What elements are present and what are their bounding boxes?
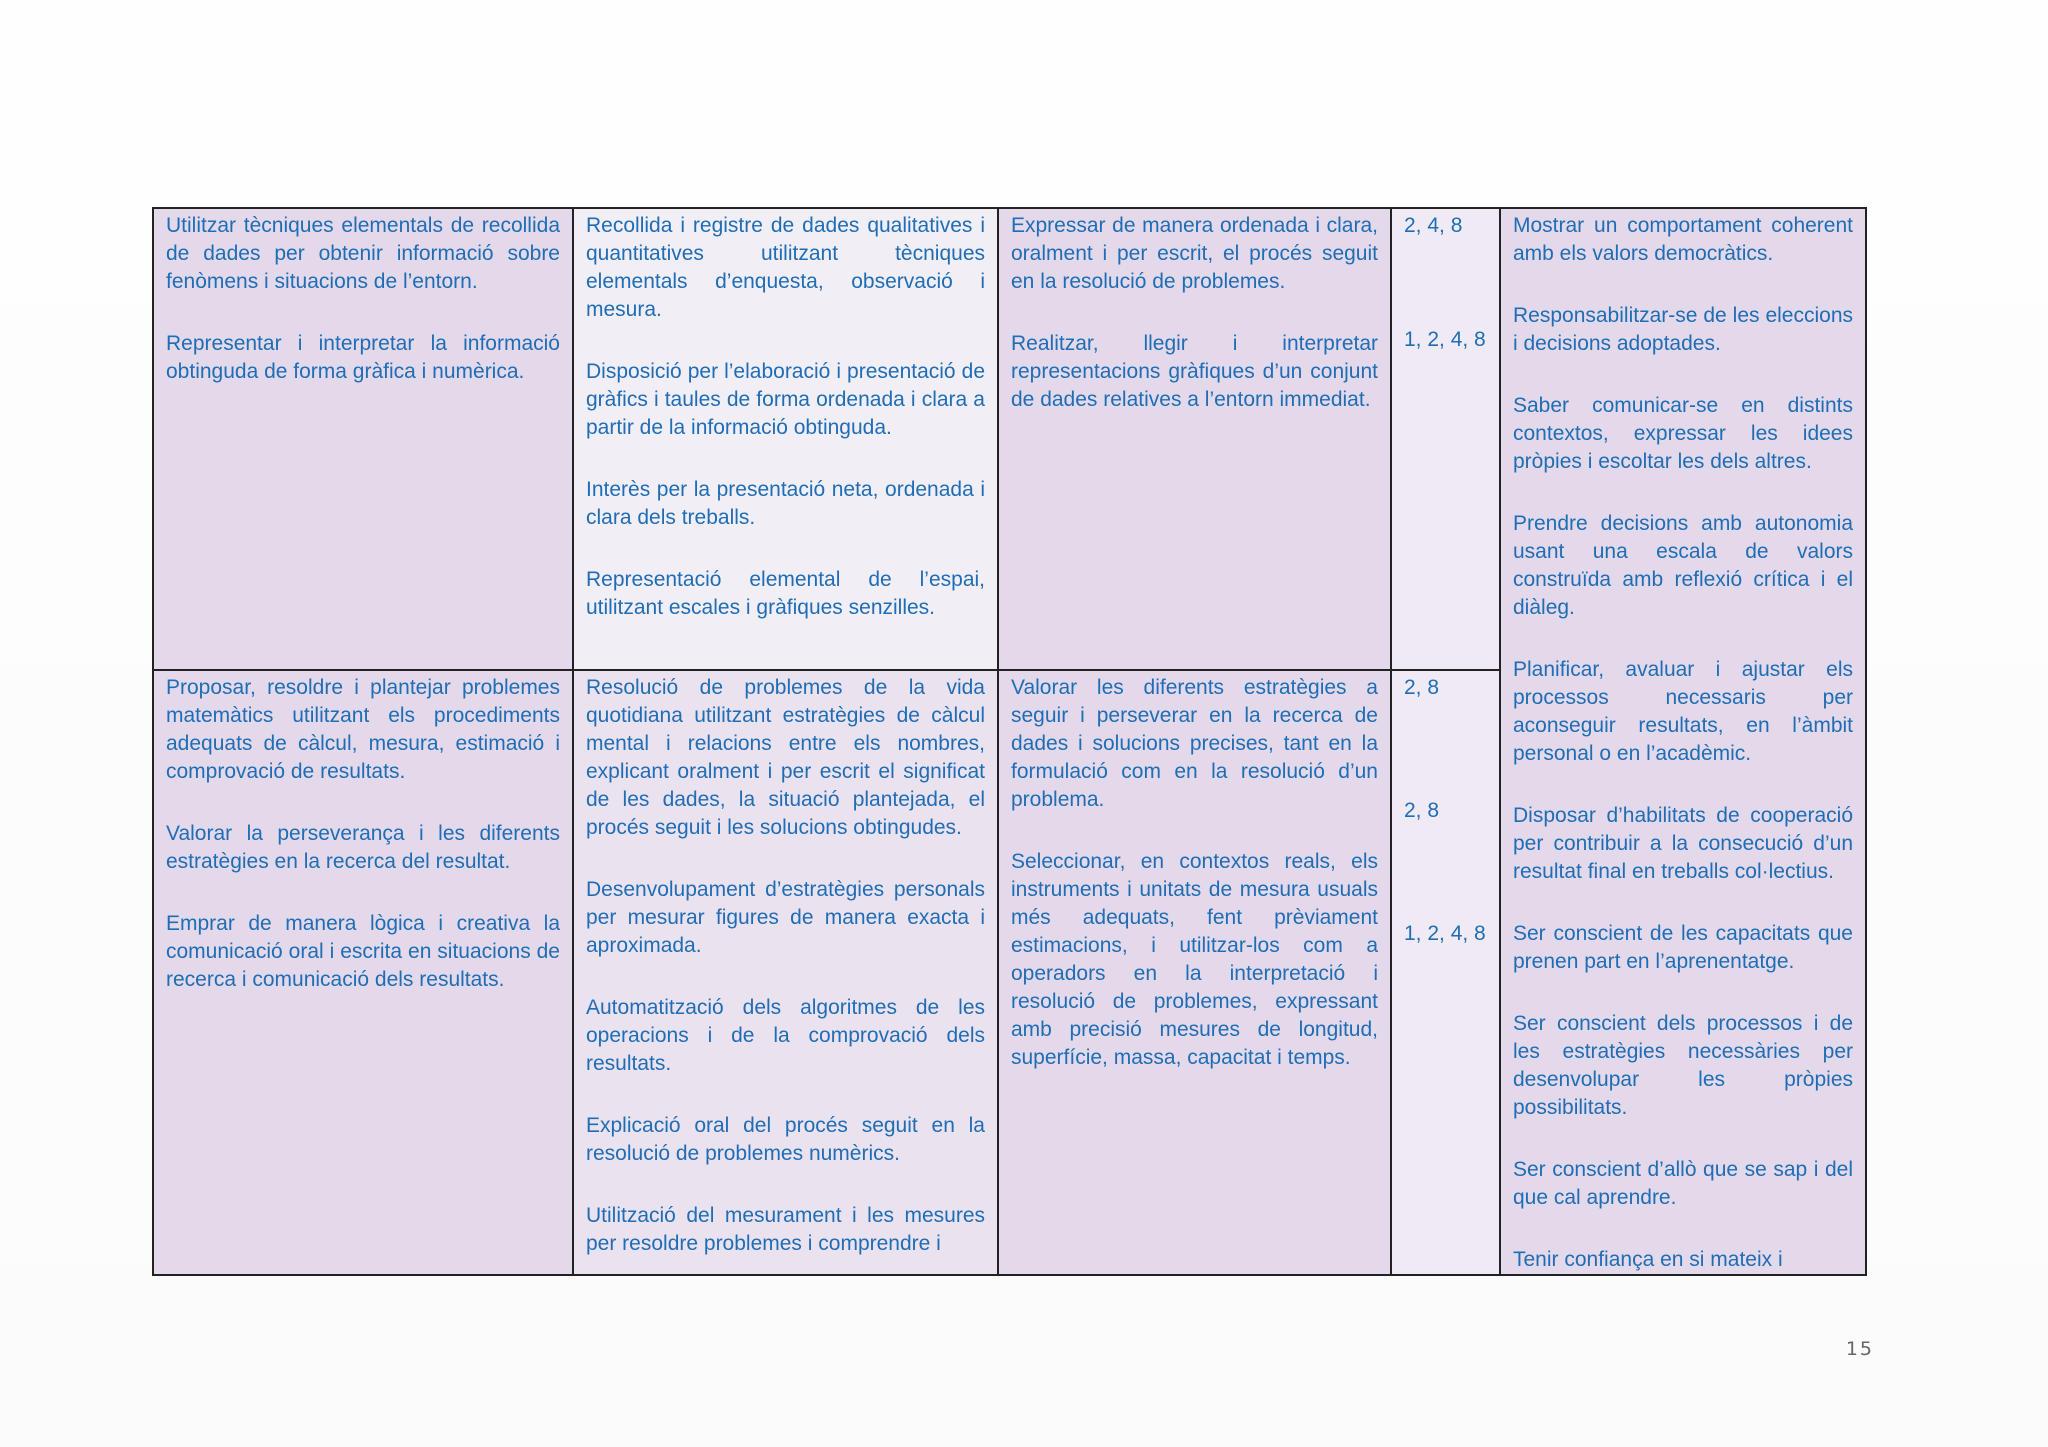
- attitude-text: Ser conscient dels processos i de les estratègies necessàries per desenvolupar les pròpies possibilitats.: [1513, 1012, 1853, 1119]
- criteria-text: Seleccionar, en contextos reals, els instruments i unitats de mesura usuals més adequats, fent prèviament estimacions, i utilitzar-los com a operadors en la interpretació i resolució de problemes, expressant amb precisió mesures de longitud, superfície, massa, capacitat i temps.: [1011, 849, 1378, 1069]
- content-text: Desenvolupament d’estratègies personals per mesurar figures de manera exacta i aproximada.: [586, 877, 985, 957]
- criteria-text: Valorar les diferents estratègies a seguir i perseverar en la recerca de dades i solucions precises, tant en la formulació com en la resolució d’un problema.: [1011, 675, 1378, 811]
- attitude-text: Planificar, avaluar i ajustar els processos necessaris per aconseguir resultats, en l’àmbit personal o en l’acadèmic.: [1513, 658, 1853, 765]
- curriculum-table: [152, 207, 1867, 1276]
- attitude-text: Ser conscient d’allò que se sap i del que cal aprendre.: [1513, 1158, 1853, 1209]
- objectives-cell: [153, 208, 573, 670]
- competence-numbers: 1, 2, 4, 8: [1404, 921, 1486, 945]
- attitude-text: Prendre decisions amb autonomia usant una escala de valors construïda amb reflexió crítica i el diàleg.: [1513, 512, 1853, 619]
- attitudes-cell: [1500, 208, 1866, 1275]
- content-text: Automatització dels algoritmes de les operacions i de la comprovació dels resultats.: [586, 995, 985, 1075]
- attitude-text: Disposar d’habilitats de cooperació per contribuir a la consecució d’un resultat final en treballs col·lectius.: [1513, 804, 1853, 883]
- objective-text: Proposar, resoldre i plantejar problemes matemàtics utilitzant els procediments adequats de càlcul, mesura, estimació i comprovació de resultats.: [166, 675, 560, 783]
- content-text: Disposició per l’elaboració i presentació de gràfics i taules de forma ordenada i clara a partir de la informació obtinguda.: [586, 360, 985, 439]
- contents-cell: [573, 208, 998, 670]
- page-number: 15: [1845, 1338, 1874, 1360]
- attitude-text: Ser conscient de les capacitats que prenen part en l’aprenentatge.: [1513, 922, 1853, 973]
- competence-numbers: 2, 8: [1404, 798, 1440, 822]
- competence-numbers: 1, 2, 4, 8: [1404, 328, 1486, 351]
- objectives-cell: [153, 670, 573, 1275]
- attitude-text: Tenir confiança en si mateix i: [1513, 1248, 1783, 1271]
- content-text: Resolució de problemes de la vida quotidiana utilitzant estratègies de càlcul mental i relacions entre els nombres, explicant oralment i per escrit el significat de les dades, la situació plantejada, el procés seguit i les solucions obtingudes.: [586, 675, 985, 839]
- content-text: Explicació oral del procés seguit en la resolució de problemes numèrics.: [586, 1113, 985, 1165]
- attitude-text: Mostrar un comportament coherent amb els valors democràtics.: [1513, 214, 1853, 265]
- objective-text: Valorar la perseverança i les diferents estratègies en la recerca del resultat.: [166, 821, 560, 873]
- competences-cell: [1391, 670, 1500, 1275]
- competences-cell: [1391, 208, 1500, 670]
- table-row: [153, 208, 1866, 670]
- objective-text: Representar i interpretar la informació obtinguda de forma gràfica i numèrica.: [166, 332, 560, 383]
- criteria-cell: [998, 670, 1391, 1275]
- content-text: Utilització del mesurament i les mesures per resoldre problemes i comprendre i: [586, 1203, 985, 1255]
- contents-cell: [573, 670, 998, 1275]
- competence-numbers: 2, 4, 8: [1404, 214, 1463, 237]
- content-text: Recollida i registre de dades qualitatives i quantitatives utilitzant tècniques elementals d’enquesta, observació i mesura.: [586, 214, 985, 321]
- content-text: Representació elemental de l’espai, utilitzant escales i gràfiques senzilles.: [586, 568, 985, 619]
- criteria-text: Realitzar, llegir i interpretar representacions gràfiques d’un conjunt de dades relatives a l’entorn immediat.: [1011, 332, 1378, 411]
- attitude-text: Saber comunicar-se en distints contextos, expressar les idees pròpies i escoltar les dels altres.: [1513, 394, 1853, 473]
- objective-text: Utilitzar tècniques elementals de recollida de dades per obtenir informació sobre fenòmens i situacions de l’entorn.: [166, 214, 560, 293]
- content-text: Interès per la presentació neta, ordenada i clara dels treballs.: [586, 478, 985, 529]
- competence-numbers: 2, 8: [1404, 675, 1440, 699]
- criteria-cell: [998, 208, 1391, 670]
- objective-text: Emprar de manera lògica i creativa la comunicació oral i escrita en situacions de recerca i comunicació dels resultats.: [166, 911, 560, 991]
- attitude-text: Responsabilitzar-se de les eleccions i decisions adoptades.: [1513, 304, 1853, 355]
- criteria-text: Expressar de manera ordenada i clara, oralment i per escrit, el procés seguit en la resolució de problemes.: [1011, 214, 1378, 293]
